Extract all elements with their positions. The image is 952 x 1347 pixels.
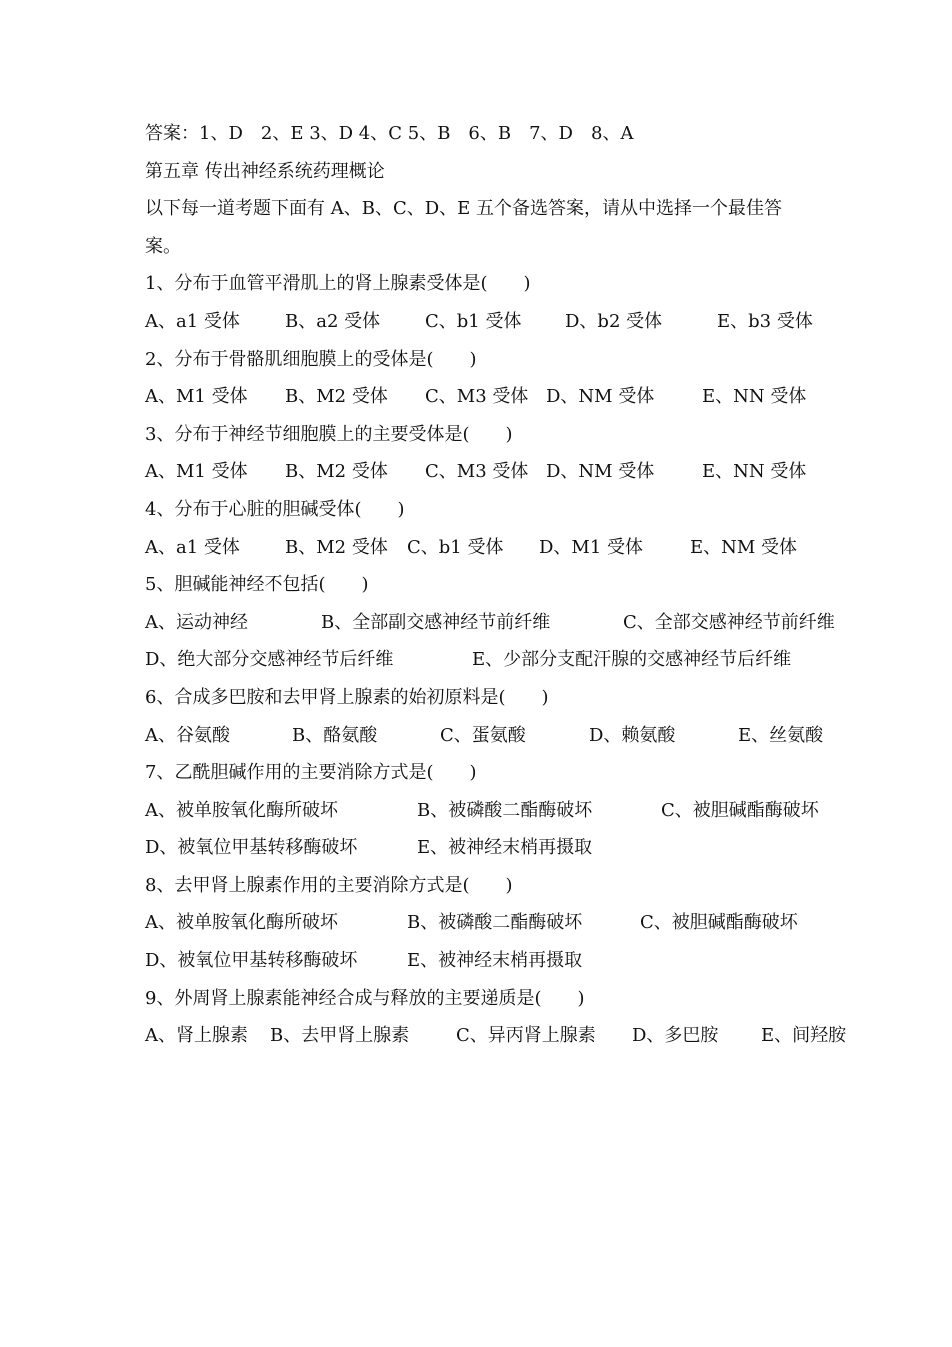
option-row	[145, 529, 815, 567]
question-stem: 8、去甲肾上腺素作用的主要消除方式是( )	[145, 874, 513, 896]
option: B、全部副交感神经节前纤维	[321, 611, 551, 633]
option: C、M3 受体	[425, 461, 529, 483]
option-row	[145, 904, 815, 942]
document-body	[145, 115, 847, 1055]
option: C、被胆碱酯酶破坏	[661, 799, 819, 821]
option: C、蛋氨酸	[440, 724, 526, 746]
option: B、M2 受体	[285, 536, 388, 558]
question-stem: 3、分布于神经节细胞膜上的主要受体是( )	[145, 423, 513, 445]
option-row	[145, 378, 815, 416]
option: E、少部分支配汗腺的交感神经节后纤维	[472, 649, 792, 671]
question-stem: 4、分布于心脏的胆碱受体( )	[145, 498, 405, 520]
option: B、被磷酸二酯酶破坏	[417, 799, 593, 821]
question-stem: 2、分布于骨骼肌细胞膜上的受体是( )	[145, 348, 477, 370]
option: D、被氧位甲基转移酶破坏	[145, 837, 358, 859]
chapter-title: 第五章 传出神经系统药理概论	[145, 160, 385, 182]
option: D、NM 受体	[546, 386, 655, 408]
answer-key: 答案：1、D 2、E 3、D 4、C 5、B 6、B 7、D 8、A	[145, 123, 634, 144]
instructions: 以下每一道考题下面有 A、B、C、D、E 五个备选答案，请从中选择一个最佳答案。	[145, 198, 783, 257]
question-stem: 5、胆碱能神经不包括( )	[145, 574, 369, 596]
option: C、全部交感神经节前纤维	[623, 611, 835, 633]
option: A、a1 受体	[145, 310, 240, 332]
option: E、NN 受体	[702, 386, 807, 408]
option: A、谷氨酸	[145, 724, 230, 746]
option: D、赖氨酸	[589, 724, 676, 746]
option: D、M1 受体	[539, 536, 644, 558]
option-row	[145, 604, 835, 642]
option: B、a2 受体	[285, 310, 381, 332]
option: B、去甲肾上腺素	[270, 1025, 410, 1047]
option: E、NM 受体	[690, 536, 798, 558]
question-stem: 1、分布于血管平滑肌上的肾上腺素受体是( )	[145, 273, 531, 295]
option: E、被神经末梢再摄取	[407, 950, 583, 972]
option: D、多巴胺	[632, 1025, 719, 1047]
option-row	[145, 717, 824, 755]
option: A、a1 受体	[145, 536, 240, 558]
option-row	[145, 792, 819, 830]
option: A、运动神经	[145, 611, 248, 633]
question-stem: 6、合成多巴胺和去甲肾上腺素的始初原料是( )	[145, 686, 549, 708]
option: C、b1 受体	[407, 536, 504, 558]
option: B、M2 受体	[285, 386, 388, 408]
option: D、b2 受体	[565, 310, 663, 332]
option: D、NM 受体	[546, 461, 655, 483]
option: C、被胆碱酯酶破坏	[640, 912, 798, 934]
option: A、M1 受体	[145, 461, 248, 483]
option: E、NN 受体	[702, 461, 807, 483]
option: A、被单胺氧化酶所破坏	[145, 799, 338, 821]
option-row	[145, 303, 815, 341]
option: C、M3 受体	[425, 386, 529, 408]
question-stem: 9、外周肾上腺素能神经合成与释放的主要递质是( )	[145, 987, 585, 1009]
option-row	[145, 641, 815, 679]
option: B、M2 受体	[285, 461, 388, 483]
option-row	[145, 942, 815, 980]
option: B、被磷酸二酯酶破坏	[407, 912, 583, 934]
option: C、b1 受体	[425, 310, 522, 332]
option: E、b3 受体	[717, 310, 813, 332]
option-row	[145, 453, 815, 491]
option: A、被单胺氧化酶所破坏	[145, 912, 338, 934]
question-stem: 7、乙酰胆碱作用的主要消除方式是( )	[145, 762, 477, 784]
option: D、绝大部分交感神经节后纤维	[145, 649, 394, 671]
option: C、异丙肾上腺素	[456, 1025, 596, 1047]
option: E、间羟胺	[761, 1025, 847, 1047]
option-row	[145, 1017, 847, 1055]
option: B、酪氨酸	[292, 724, 378, 746]
option-row	[145, 829, 815, 867]
option: A、肾上腺素	[145, 1025, 248, 1047]
option: E、被神经末梢再摄取	[417, 837, 593, 859]
option: D、被氧位甲基转移酶破坏	[145, 950, 358, 972]
option: A、M1 受体	[145, 386, 248, 408]
option: E、丝氨酸	[738, 724, 824, 746]
